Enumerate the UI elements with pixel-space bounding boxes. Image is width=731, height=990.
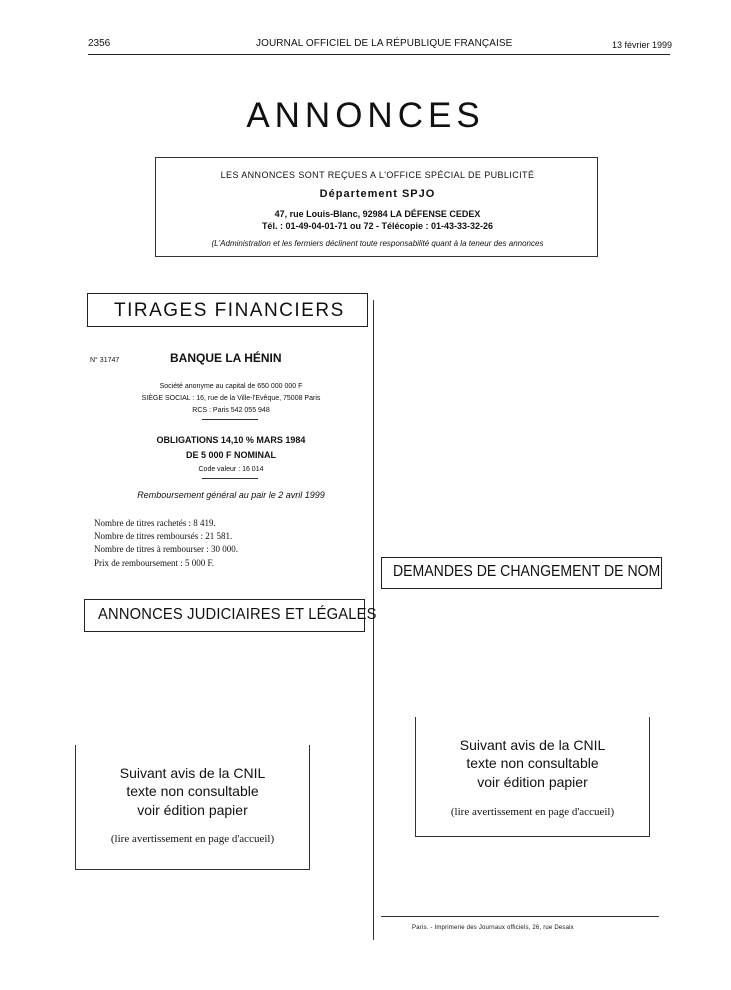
cnil-line: texte non consultable — [126, 783, 259, 799]
rcs-line: RCS : Paris 542 055 948 — [192, 407, 270, 414]
journal-title: JOURNAL OFFICIEL DE LA RÉPUBLIQUE FRANÇAISE — [256, 38, 513, 49]
section-judiciaires-title: ANNONCES JUDICIAIRES ET LÉGALES — [98, 606, 377, 623]
company-line: Société anonyme au capital de 650 000 000 F — [159, 383, 303, 390]
stat-line: Nombre de titres remboursés : 21 581. — [94, 531, 233, 541]
publicity-intro: LES ANNONCES SONT REÇUES A L'OFFICE SPÉCIAL DE PUBLICITÉ — [220, 170, 535, 180]
seat-line: SIÈGE SOCIAL : 16, rue de la Ville-l'Evêque, 75008 Paris — [141, 395, 321, 402]
printer-line: Paris. - Imprimerie des Journaux officiels, 26, rue Desaix — [412, 925, 574, 931]
cnil-line: voir édition papier — [137, 802, 248, 818]
footer-rule — [381, 916, 659, 917]
code-line: Code valeur : 16 014 — [198, 466, 264, 473]
publicity-phones: Tél. : 01-49-04-01-71 ou 72 - Télécopie : 01-43-33-32-26 — [261, 221, 494, 231]
section-demandes-title: DEMANDES DE CHANGEMENT DE NOM — [393, 563, 661, 580]
cnil-line: Suivant avis de la CNIL — [119, 765, 266, 781]
stat-line: Nombre de titres à rembourser : 30 000. — [94, 544, 238, 554]
publicity-box — [155, 157, 598, 257]
cnil-note: (lire avertissement en page d'accueil) — [450, 806, 615, 818]
section-tirages-title: TIRAGES FINANCIERS — [114, 300, 345, 321]
separator-rule — [202, 478, 258, 479]
cnil-notice-right — [415, 717, 650, 837]
page-number: 2356 — [88, 38, 111, 49]
cnil-line: Suivant avis de la CNIL — [459, 737, 606, 753]
cnil-notice-left — [75, 745, 310, 870]
redemption-line: Remboursement général au pair le 2 avril 1999 — [137, 490, 325, 500]
nominal-line: DE 5 000 F NOMINAL — [185, 450, 277, 460]
cnil-line: voir édition papier — [477, 774, 588, 790]
stat-line: Nombre de titres rachetés : 8 419. — [94, 518, 216, 528]
header-rule — [88, 54, 670, 55]
publicity-department: Département SPJO — [319, 188, 436, 200]
separator-rule — [202, 419, 258, 420]
page-title: ANNONCES — [246, 96, 485, 135]
announcement-bank: BANQUE LA HÉNIN — [170, 351, 282, 365]
publicity-address: 47, rue Louis-Blanc, 92984 LA DÉFENSE CEDEX — [274, 209, 481, 219]
announcement-number: N° 31747 — [90, 357, 120, 364]
cnil-note: (lire avertissement en page d'accueil) — [110, 833, 275, 845]
stat-line: Prix de remboursement : 5 000 F. — [94, 558, 215, 568]
issue-date: 13 février 1999 — [612, 40, 673, 50]
cnil-line: texte non consultable — [466, 755, 599, 771]
obligations-line: OBLIGATIONS 14,10 % MARS 1984 — [156, 435, 306, 445]
publicity-disclaimer: (L'Administration et les fermiers déclinent toute responsabilité quant à la teneur des annonces — [211, 239, 544, 248]
